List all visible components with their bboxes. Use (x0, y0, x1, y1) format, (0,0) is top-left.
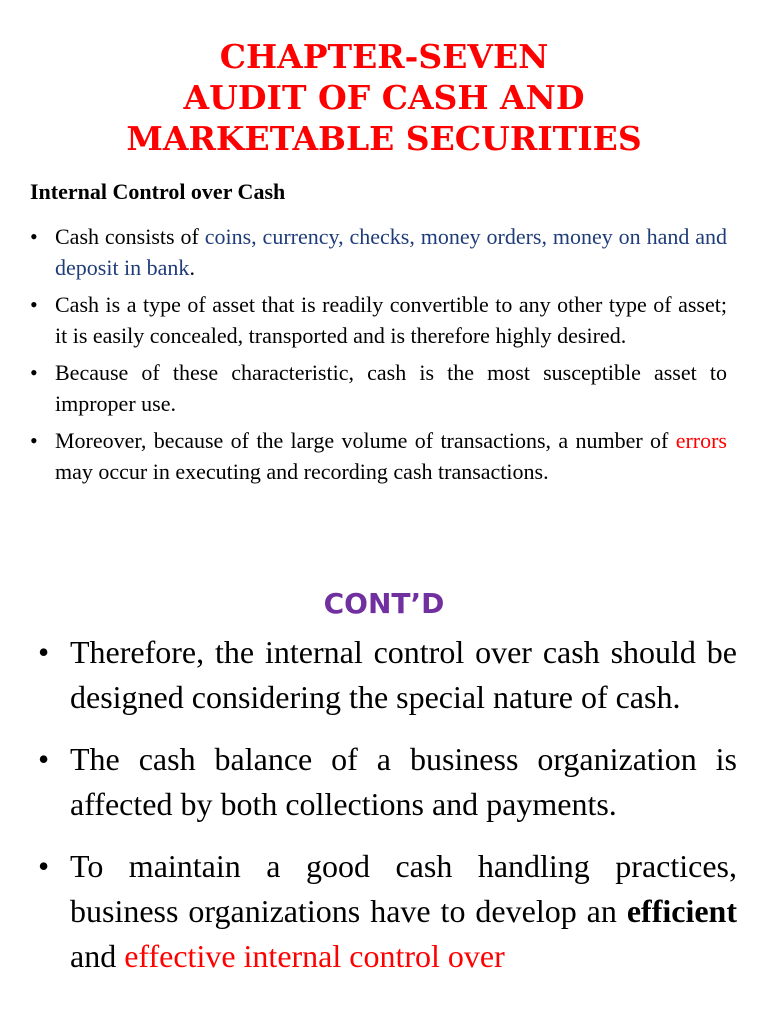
chapter-title-line-2: AUDIT OF CASH AND (183, 78, 585, 117)
bullet-text: Therefore, the internal control over cash should be designed considering the special nature of cash. (70, 634, 737, 715)
bullet-text: To maintain a good cash handling practices, business organizations have to develop an (70, 848, 737, 929)
bullet-icon: • (38, 848, 50, 884)
list-item (38, 844, 737, 979)
list-item (38, 737, 737, 827)
bullet-text: Cash consists of (55, 224, 205, 249)
bullet-text: The cash balance of a business organization is affected by both collections and payments. (70, 741, 737, 822)
list-item (30, 221, 727, 283)
bullet-text: Because of these characteristic, cash is the most susceptible asset to improper use. (55, 360, 727, 416)
bullet-icon: • (30, 360, 38, 385)
bullet-text: Cash is a type of asset that is readily convertible to any other type of asset; it is easily concealed, transported and is therefore highly desired. (55, 292, 727, 348)
bottom-bullet-list (38, 630, 737, 996)
chapter-title (0, 36, 768, 159)
highlighted-text: coins, currency, checks, money orders, money on hand and deposit in bank (55, 224, 728, 280)
bullet-text: Moreover, because of the large volume of transactions, a number of (55, 428, 676, 453)
list-item (30, 289, 727, 351)
bold-text: efficient (626, 893, 737, 929)
bullet-icon: • (30, 428, 38, 453)
section-heading: Internal Control over Cash (30, 179, 286, 204)
bullet-icon: • (30, 224, 38, 249)
bullet-icon: • (38, 741, 50, 777)
highlighted-text: errors (675, 428, 727, 453)
bullet-text: . (189, 255, 195, 280)
list-item (30, 357, 727, 419)
bullet-icon: • (38, 634, 50, 670)
chapter-title-line-1: CHAPTER-SEVEN (219, 37, 549, 76)
contd-heading: CONT’D (323, 587, 445, 620)
list-item (38, 630, 737, 720)
highlighted-text: effective internal control over (124, 938, 505, 974)
top-bullet-list (30, 221, 727, 493)
list-item (30, 425, 727, 487)
bullet-icon: • (30, 292, 38, 317)
bullet-text: may occur in executing and recording cash transactions. (55, 459, 549, 484)
bullet-text: and (70, 938, 125, 974)
chapter-title-line-3: MARKETABLE SECURITIES (126, 119, 642, 158)
